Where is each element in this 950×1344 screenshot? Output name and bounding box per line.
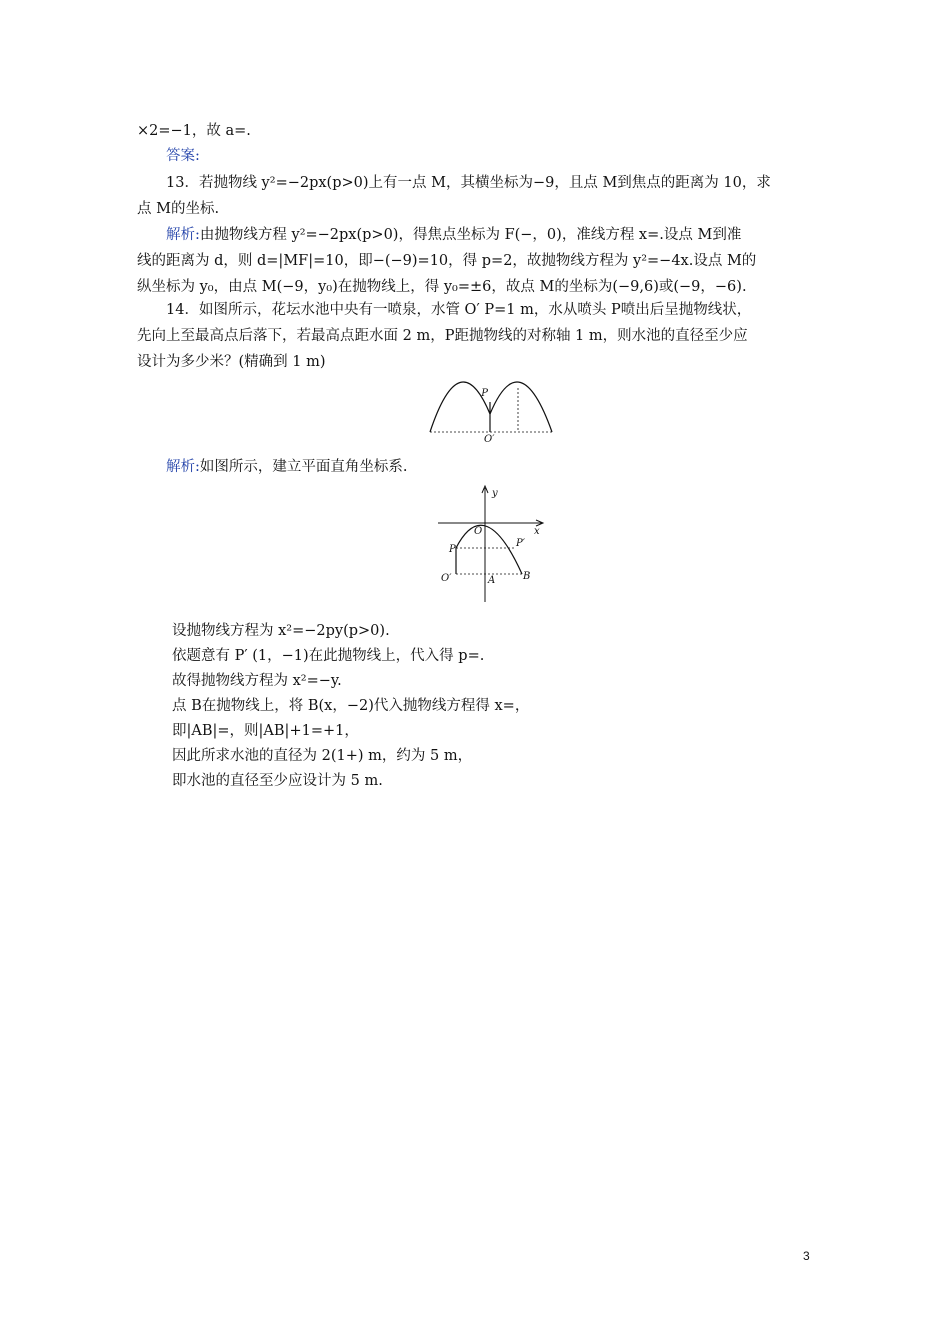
label-p: P [481,388,488,399]
problem-14-line: 设计为多少米？(精确到 1 m) [137,354,326,370]
label-p-prime: P′ [516,538,525,549]
problem-13-line: 点 M的坐标. [137,201,220,217]
label-o: O [474,526,483,537]
label-p: P [449,544,456,555]
solution-14-line: 即水池的直径至少应设计为 5 m. [172,773,383,789]
label-y: y [492,488,498,499]
label-o-prime: O′ [441,573,452,584]
problem-14-line: 先向上至最高点后落下，若最高点距水面 2 m，P距抛物线的对称轴 1 m，则水池的直径至少应 [137,328,748,344]
solution-text: 由抛物线方程 y²=−2px(p>0)，得焦点坐标为 F(−，0)，准线方程 x=.设点 M到准 [199,227,742,243]
solution-14-line: 即|AB|=，则|AB|+1=+1， [172,723,359,739]
solution-14-line: 故得抛物线方程为 x²=−y. [172,673,342,689]
solution-14-line [166,457,408,477]
answer-label: 答案: [166,148,200,164]
solution-13-line [166,225,741,245]
label-a: A [488,575,496,586]
fountain-figure [426,376,558,446]
solution-14-line: 依题意有 P′ (1，−1)在此抛物线上，代入得 p=. [172,648,485,664]
analysis-label: 解析: [166,459,200,475]
coordinate-figure [430,482,550,606]
label-o-prime: O′ [484,434,495,445]
analysis-label: 解析: [166,227,200,243]
page-number: 3 [803,1249,810,1263]
solution-13-line: 纵坐标为 y₀，由点 M(−9，y₀)在抛物线上，得 y₀=±6，故点 M的坐标为(−9,6)或(−9，−6). [137,279,747,295]
text-line: ×2=−1，故 a=. [137,123,251,139]
solution-text: 如图所示，建立平面直角坐标系. [199,459,408,475]
label-b: B [523,571,531,582]
label-x: x [534,526,540,537]
problem-13-line: 13．若抛物线 y²=−2px(p>0)上有一点 M，其横坐标为−9，且点 M到焦点的距离为 10，求 [166,175,771,191]
problem-14-line: 14．如图所示，花坛水池中央有一喷泉，水管 O′ P=1 m，水从喷头 P喷出后呈抛物线状， [166,302,752,318]
solution-13-line: 线的距离为 d，则 d=|MF|=10，即−(−9)=10，得 p=2，故抛物线方程为 y²=−4x.设点 M的 [137,253,757,269]
solution-14-line: 设抛物线方程为 x²=−2py(p>0). [172,623,390,639]
solution-14-line: 因此所求水池的直径为 2(1+) m，约为 5 m， [172,748,473,764]
solution-14-line: 点 B在抛物线上，将 B(x，−2)代入抛物线方程得 x=， [172,698,530,714]
